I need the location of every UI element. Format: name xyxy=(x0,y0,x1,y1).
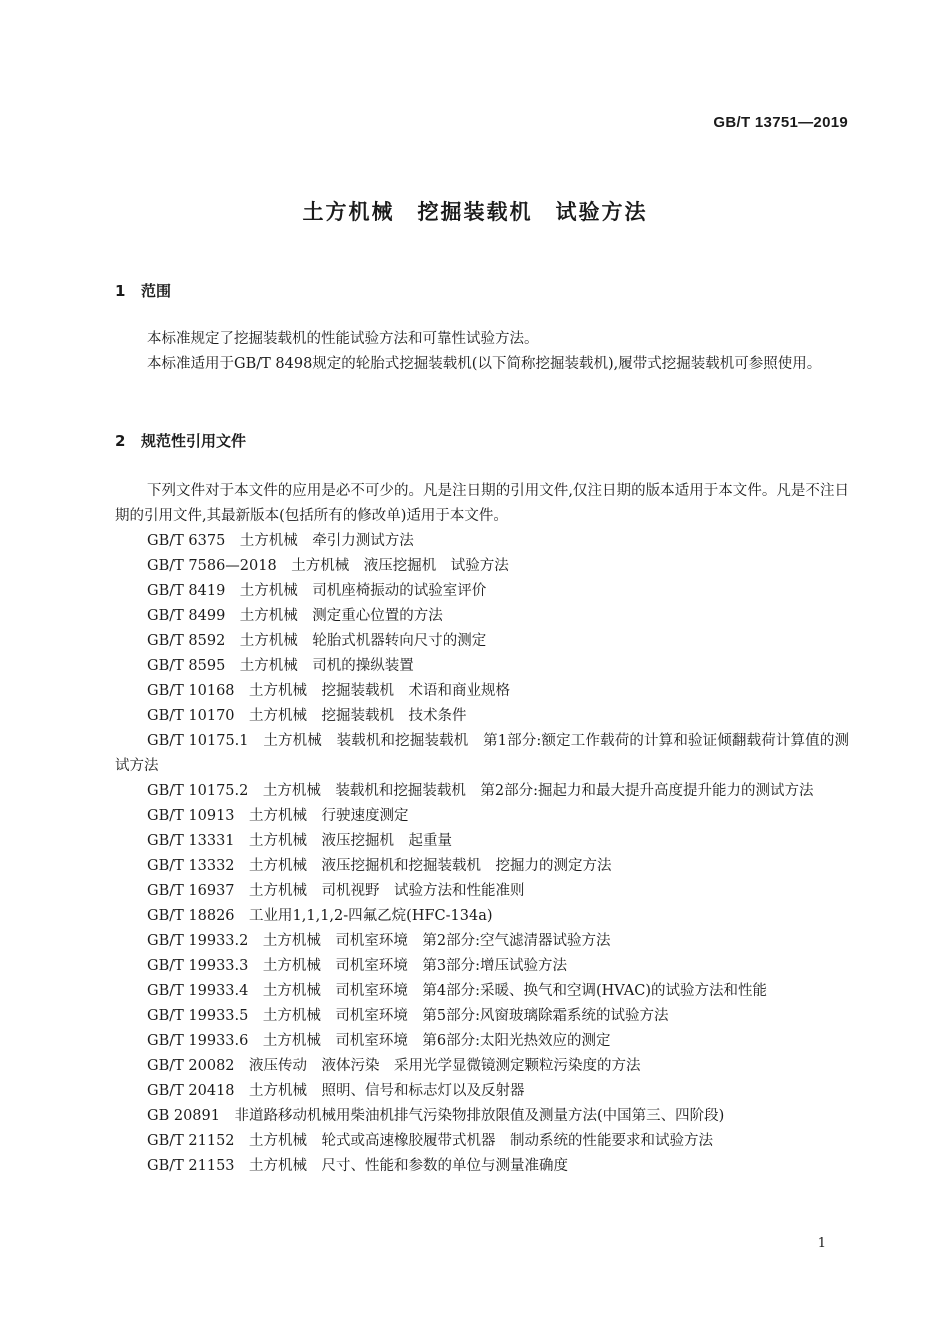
standard-number: GB/T 13751—2019 xyxy=(713,114,848,131)
reference-item: GB/T 20418 土方机械 照明、信号和标志灯以及反射器 xyxy=(147,1083,525,1099)
scope-paragraph-1: 本标准规定了挖掘装载机的性能试验方法和可靠性试验方法。 xyxy=(147,331,539,347)
reference-item: GB/T 19933.5 土方机械 司机室环境 第5部分:风窗玻璃除霜系统的试验方法 xyxy=(147,1008,669,1024)
reference-item: GB/T 10913 土方机械 行驶速度测定 xyxy=(147,808,409,824)
section-2-heading xyxy=(115,430,246,451)
reference-item: GB/T 10175.2 土方机械 装载机和挖掘装载机 第2部分:掘起力和最大提升高度提升能力的测试方法 xyxy=(147,783,814,799)
reference-item: GB/T 7586—2018 土方机械 液压挖掘机 试验方法 xyxy=(147,558,509,574)
reference-item: GB/T 19933.3 土方机械 司机室环境 第3部分:增压试验方法 xyxy=(147,958,567,974)
reference-item: GB/T 8499 土方机械 测定重心位置的方法 xyxy=(147,608,443,624)
section-1-body xyxy=(115,327,849,377)
reference-item: GB 20891 非道路移动机械用柴油机排气污染物排放限值及测量方法(中国第三、四阶段) xyxy=(147,1108,725,1124)
reference-item: GB/T 8595 土方机械 司机的操纵装置 xyxy=(147,658,414,674)
section-1-title: 范围 xyxy=(141,282,172,300)
reference-item: GB/T 10175.1 土方机械 装载机和挖掘装载机 第1部分:额定工作载荷的计算和验证倾翻载荷计算值的测试方法 xyxy=(115,733,849,774)
reference-list xyxy=(115,529,849,1179)
section-1-number: 1 xyxy=(115,282,126,300)
section-2-title: 规范性引用文件 xyxy=(141,432,247,450)
reference-item: GB/T 16937 土方机械 司机视野 试验方法和性能准则 xyxy=(147,883,525,899)
section-1-heading xyxy=(115,280,171,301)
reference-item: GB/T 20082 液压传动 液体污染 采用光学显微镜测定颗粒污染度的方法 xyxy=(147,1058,641,1074)
reference-item: GB/T 8419 土方机械 司机座椅振动的试验室评价 xyxy=(147,583,487,599)
section-2-number: 2 xyxy=(115,432,126,450)
reference-item: GB/T 21152 土方机械 轮式或高速橡胶履带式机器 制动系统的性能要求和试验方法 xyxy=(147,1133,714,1149)
reference-item: GB/T 6375 土方机械 牵引力测试方法 xyxy=(147,533,414,549)
document-title: 土方机械 挖掘装载机 试验方法 xyxy=(302,200,648,224)
page-number: 1 xyxy=(817,1236,826,1251)
reference-item: GB/T 8592 土方机械 轮胎式机器转向尺寸的测定 xyxy=(147,633,487,649)
reference-item: GB/T 13332 土方机械 液压挖掘机和挖掘装载机 挖掘力的测定方法 xyxy=(147,858,612,874)
reference-item: GB/T 18826 工业用1,1,1,2-四氟乙烷(HFC-134a) xyxy=(147,908,493,924)
references-intro: 下列文件对于本文件的应用是必不可少的。凡是注日期的引用文件,仅注日期的版本适用于本文件。凡是不注日期的引用文件,其最新版本(包括所有的修改单)适用于本文件。 xyxy=(115,483,849,524)
reference-item: GB/T 19933.4 土方机械 司机室环境 第4部分:采暖、换气和空调(HVAC)的试验方法和性能 xyxy=(147,983,767,999)
reference-item: GB/T 10168 土方机械 挖掘装载机 术语和商业规格 xyxy=(147,683,511,699)
reference-item: GB/T 21153 土方机械 尺寸、性能和参数的单位与测量准确度 xyxy=(147,1158,569,1174)
reference-item: GB/T 19933.2 土方机械 司机室环境 第2部分:空气滤清器试验方法 xyxy=(147,933,611,949)
reference-item: GB/T 10170 土方机械 挖掘装载机 技术条件 xyxy=(147,708,467,724)
reference-item: GB/T 13331 土方机械 液压挖掘机 起重量 xyxy=(147,833,453,849)
section-2-body xyxy=(115,479,849,1179)
scope-paragraph-2: 本标准适用于GB/T 8498规定的轮胎式挖掘装载机(以下简称挖掘装载机),履带式挖掘装载机可参照使用。 xyxy=(147,356,822,372)
reference-item: GB/T 19933.6 土方机械 司机室环境 第6部分:太阳光热效应的测定 xyxy=(147,1033,611,1049)
